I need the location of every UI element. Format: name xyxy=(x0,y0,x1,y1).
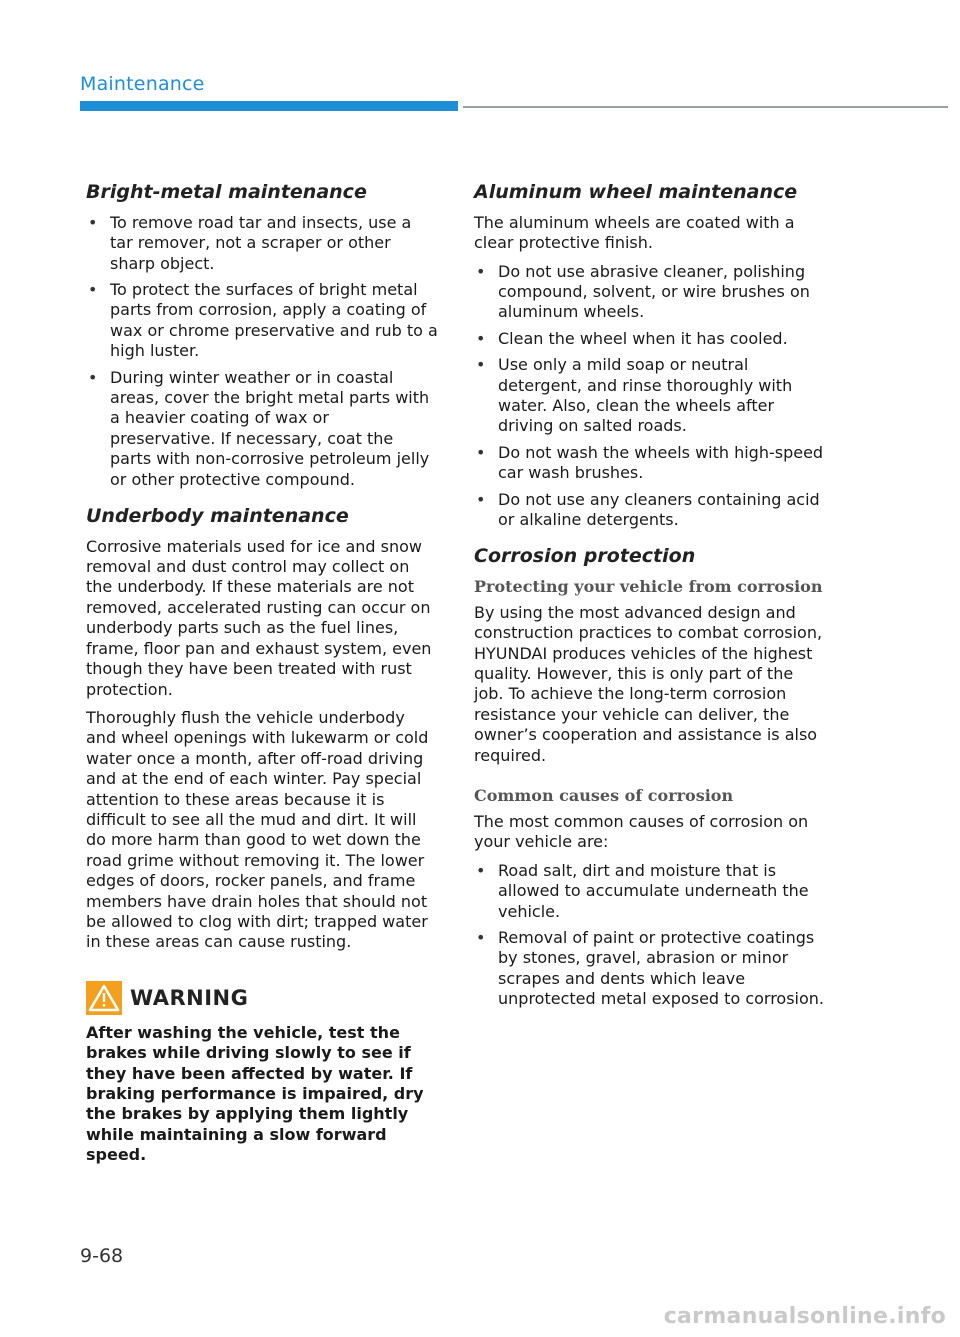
bright-metal-section xyxy=(86,180,438,490)
corrosion-causes-subheading: Common causes of corrosion xyxy=(474,786,734,806)
header-accent-bar xyxy=(80,101,458,111)
aluminum-intro: The aluminum wheels are coated with a clear protective finish. xyxy=(474,212,795,253)
corrosion-subheading: Protecting your vehicle from corrosion xyxy=(474,577,823,597)
corrosion-section xyxy=(474,544,826,1009)
underbody-heading: Underbody maintenance xyxy=(86,504,349,527)
right-column xyxy=(474,180,826,1018)
underbody-section xyxy=(86,504,438,953)
warning-title: WARNING xyxy=(130,985,249,1010)
header-rule xyxy=(463,106,948,108)
corrosion-causes-intro: The most common causes of corrosion on your vehicle are: xyxy=(474,811,809,852)
list-item: • Do not use abrasive cleaner, polishing compound, solvent, or wire brushes on aluminum wheels. xyxy=(474,262,826,323)
corrosion-paragraph: By using the most advanced design and construction practices to combat corrosion, HYUNDAI produces vehicles of the highest quality. However, this is only part of the job. To achieve the long-term corrosion resistance your vehicle can deliver, the owner’s cooperation and assistance is also required. xyxy=(474,602,823,765)
left-column xyxy=(86,180,438,1166)
list-item: • Use only a mild soap or neutral detergent, and rinse thoroughly with water. Also, clean the wheels after driving on salted roads. xyxy=(474,355,826,437)
list-item: • Road salt, dirt and moisture that is allowed to accumulate underneath the vehicle. xyxy=(474,861,826,922)
aluminum-section xyxy=(474,180,826,530)
underbody-paragraph: Corrosive materials used for ice and snow removal and dust control may collect on the underbody. If these materials are not removed, accelerated rusting can occur on underbody parts such as the fuel lines, frame, floor pan and exhaust system, even though they have been treated with rust protection. xyxy=(86,536,432,699)
list-item: • To protect the surfaces of bright metal parts from corrosion, apply a coating of wax or chrome preservative and rub to a high luster. xyxy=(86,280,438,362)
list-item: • Removal of paint or protective coatings by stones, gravel, abrasion or minor scrapes and dents which leave unprotected metal exposed to corrosion. xyxy=(474,928,826,1010)
list-item: • Do not use any cleaners containing acid or alkaline detergents. xyxy=(474,490,826,531)
list-item: • Do not wash the wheels with high-speed car wash brushes. xyxy=(474,443,826,484)
aluminum-list xyxy=(474,262,826,531)
warning-box xyxy=(86,981,438,1166)
underbody-paragraph: Thoroughly flush the vehicle underbody and wheel openings with lukewarm or cold water once a month, after off-road driving and at the end of each winter. Pay special attention to these areas because it is difficult to see all the mud and dirt. It will do more harm than good to wet down the road grime without removing it. The lower edges of doors, rocker panels, and frame members have drain holes that should not be allowed to clog with dirt; trapped water in these areas can cause rusting. xyxy=(86,707,429,952)
corrosion-causes-list xyxy=(474,861,826,1010)
page-number: 9-68 xyxy=(80,1245,124,1267)
aluminum-heading: Aluminum wheel maintenance xyxy=(474,181,798,203)
section-title: Maintenance xyxy=(80,73,205,95)
watermark: carmanualsonline.info xyxy=(663,1304,946,1329)
list-item: • To remove road tar and insects, use a tar remover, not a scraper or other sharp object. xyxy=(86,213,438,274)
corrosion-heading: Corrosion protection xyxy=(474,545,696,568)
list-item: • During winter weather or in coastal areas, cover the bright metal parts with a heavier coating of wax or preservative. If necessary, coat the parts with non-corrosive petroleum jelly or other protective compound. xyxy=(86,368,438,490)
bright-metal-list xyxy=(86,213,438,490)
bright-metal-heading: Bright-metal maintenance xyxy=(86,181,367,203)
list-item: • Clean the wheel when it has cooled. xyxy=(474,329,826,349)
warning-header xyxy=(86,981,438,1015)
warning-icon xyxy=(86,981,122,1015)
warning-text: After washing the vehicle, test the brakes while driving slowly to see if they have been affected by water. If braking performance is impaired, dry the brakes by applying them lightly while maintaining a slow forward speed. xyxy=(86,1022,424,1165)
